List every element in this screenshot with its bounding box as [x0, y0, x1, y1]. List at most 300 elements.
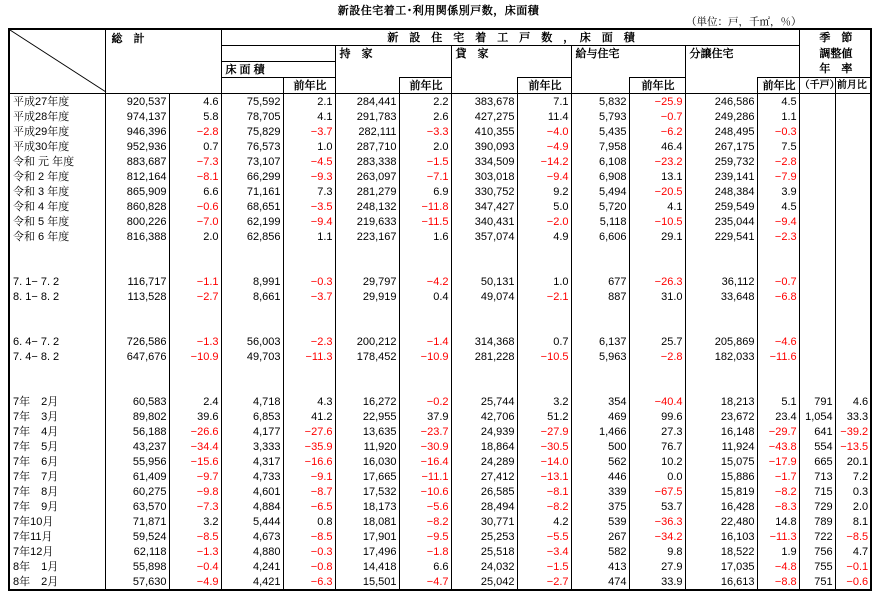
- cell-rental: 28,494: [480, 500, 515, 513]
- cell-owner: 263,097: [356, 170, 397, 183]
- spacer-cell: [105, 244, 169, 259]
- cell-rental: 330,752: [474, 185, 515, 198]
- table-row: [9, 349, 871, 364]
- cell-rental: 25,744: [480, 395, 515, 408]
- spacer-row: [9, 319, 871, 334]
- cell-company: 469: [608, 410, 627, 423]
- cell-sa-mom: [835, 124, 871, 139]
- spacer-row: [9, 244, 871, 259]
- cell-sale: 16,148: [720, 425, 755, 438]
- sale-yoy-header: 前年比: [757, 78, 799, 94]
- cell-area-yoy: 41.2: [283, 409, 335, 424]
- cell-area-yoy: 0.8: [283, 514, 335, 529]
- cell-total: 63,570: [132, 500, 167, 513]
- area-yoy-header: 前年比: [283, 78, 335, 94]
- cell-owner-yoy: −7.1: [399, 169, 451, 184]
- cell-company-yoy: 0.0: [629, 469, 685, 484]
- cell-sa: [799, 169, 835, 184]
- cell-company-yoy: 9.8: [629, 544, 685, 559]
- cell-company-yoy: −6.2: [629, 124, 685, 139]
- cell-total: 800,226: [126, 215, 167, 228]
- cell-owner-yoy: 0.4: [399, 289, 451, 304]
- cell-sa: [799, 349, 835, 364]
- cell-owner: 16,272: [362, 395, 397, 408]
- cell-owner-yoy: −4.2: [399, 274, 451, 289]
- table-row: [9, 274, 871, 289]
- cell-area-yoy: −11.3: [283, 349, 335, 364]
- cell-area-yoy: −35.9: [283, 439, 335, 454]
- cell-rental-yoy: −3.4: [517, 544, 571, 559]
- row-label: 8年 2月: [9, 574, 105, 590]
- cell-total-yoy: 6.6: [169, 184, 221, 199]
- table-row: [9, 139, 871, 154]
- table-body: [9, 94, 871, 591]
- cell-owner-yoy: −1.5: [399, 154, 451, 169]
- cell-rental: 281,228: [474, 350, 515, 363]
- cell-company-yoy: 29.1: [629, 229, 685, 244]
- cell-area: 71,161: [246, 185, 281, 198]
- cell-company-yoy: −36.3: [629, 514, 685, 529]
- table-row: [9, 544, 871, 559]
- cell-area: 56,003: [246, 335, 281, 348]
- spacer-cell: [221, 364, 283, 379]
- row-label: 7年12月: [9, 544, 105, 559]
- cell-company-yoy: 10.2: [629, 454, 685, 469]
- sale-value-spacer: [685, 78, 757, 94]
- cell-total: 61,409: [132, 470, 167, 483]
- spacer-cell: [105, 304, 169, 319]
- header-row-1: [9, 29, 871, 46]
- cell-owner: 18,173: [362, 500, 397, 513]
- cell-owner-yoy: −11.1: [399, 469, 451, 484]
- cell-company: 539: [608, 515, 627, 528]
- spacer-cell: [757, 379, 799, 394]
- cell-rental-yoy: 5.0: [517, 199, 571, 214]
- cell-total-yoy: −10.9: [169, 349, 221, 364]
- cell-rental: 18,864: [480, 440, 515, 453]
- spacer-cell: [105, 379, 169, 394]
- cell-total-yoy: −26.6: [169, 424, 221, 439]
- cell-sa: [799, 124, 835, 139]
- cell-total-yoy: 39.6: [169, 409, 221, 424]
- cell-company: 5,435: [598, 125, 627, 138]
- spacer-cell: [757, 364, 799, 379]
- cell-total-yoy: −1.1: [169, 274, 221, 289]
- cell-sa-mom: [835, 169, 871, 184]
- table-row: [9, 469, 871, 484]
- cell-rental-yoy: −14.0: [517, 454, 571, 469]
- housing-starts-table: [8, 28, 872, 591]
- row-label: 7年 3月: [9, 409, 105, 424]
- cell-company-yoy: 31.0: [629, 289, 685, 304]
- cell-total: 56,188: [132, 425, 167, 438]
- cell-rental-yoy: 4.9: [517, 229, 571, 244]
- spacer-cell: [283, 379, 335, 394]
- cell-sa-mom: 33.3: [835, 409, 871, 424]
- new-construction-header: 新 設 住 宅 着 工 戸 数 ， 床 面 積: [221, 29, 799, 46]
- cell-sa-mom: [835, 229, 871, 244]
- cell-area: 4,733: [252, 470, 281, 483]
- cell-sa: 755: [799, 559, 835, 574]
- cell-total: 113,528: [127, 290, 167, 303]
- cell-total: 816,388: [126, 230, 167, 243]
- cell-total-yoy: 4.6: [169, 94, 221, 110]
- cell-sa: [799, 214, 835, 229]
- row-label: 7年 7月: [9, 469, 105, 484]
- cell-rental: 30,771: [480, 515, 515, 528]
- spacer-cell: [685, 319, 757, 334]
- table-row: [9, 334, 871, 349]
- spacer-cell: [835, 244, 871, 259]
- cell-total: 860,828: [126, 200, 167, 213]
- cell-area: 4,884: [252, 500, 281, 513]
- spacer-cell: [9, 259, 105, 274]
- cell-area-yoy: −2.3: [283, 334, 335, 349]
- spacer-cell: [399, 364, 451, 379]
- cell-rental-yoy: −9.4: [517, 169, 571, 184]
- cell-sa: 722: [799, 529, 835, 544]
- cell-sa: 756: [799, 544, 835, 559]
- cell-owner: 282,111: [358, 125, 397, 138]
- cell-sa: 729: [799, 499, 835, 514]
- cell-owner: 17,665: [362, 470, 397, 483]
- cell-sale-yoy: −8.2: [757, 484, 799, 499]
- cell-total: 952,936: [126, 140, 167, 153]
- spacer-row: [9, 364, 871, 379]
- cell-rental: 357,074: [474, 230, 515, 243]
- cell-rental-yoy: 0.7: [517, 334, 571, 349]
- cell-owner: 281,279: [356, 185, 397, 198]
- cell-sale: 18,522: [720, 545, 755, 558]
- cell-area-yoy: −16.6: [283, 454, 335, 469]
- cell-area: 66,299: [246, 170, 281, 183]
- spacer-cell: [399, 319, 451, 334]
- cell-area: 6,853: [252, 410, 281, 423]
- cell-sale-yoy: −1.7: [757, 469, 799, 484]
- spacer-cell: [105, 364, 169, 379]
- row-label: 平成30年度: [9, 139, 105, 154]
- cell-sale-yoy: −17.9: [757, 454, 799, 469]
- floor-area-header: 床 面 積: [221, 62, 335, 78]
- cell-sa-mom: [835, 274, 871, 289]
- cell-total: 55,956: [132, 455, 167, 468]
- cell-area-yoy: −8.5: [283, 529, 335, 544]
- cell-owner-yoy: −9.5: [399, 529, 451, 544]
- cell-rental-yoy: −2.1: [517, 289, 571, 304]
- cell-sa: 789: [799, 514, 835, 529]
- cell-company: 562: [608, 455, 627, 468]
- cell-company-yoy: −20.5: [629, 184, 685, 199]
- cell-owner: 284,441: [356, 95, 397, 108]
- cell-rental-yoy: −10.5: [517, 349, 571, 364]
- cell-sa: 713: [799, 469, 835, 484]
- adjusted-header: 調整値: [799, 46, 871, 62]
- cell-sale: 267,175: [714, 140, 755, 153]
- spacer-cell: [685, 379, 757, 394]
- cell-company-yoy: 4.1: [629, 199, 685, 214]
- mom-header: 前月比: [835, 78, 871, 94]
- cell-sale-yoy: −29.7: [757, 424, 799, 439]
- cell-sa: 641: [799, 424, 835, 439]
- cell-company: 5,963: [598, 350, 627, 363]
- cell-sa-mom: 7.2: [835, 469, 871, 484]
- cell-company: 5,793: [598, 110, 627, 123]
- cell-sale-yoy: 3.9: [757, 184, 799, 199]
- cell-rental-yoy: −4.0: [517, 124, 571, 139]
- spacer-cell: [9, 244, 105, 259]
- cell-sale: 17,035: [720, 560, 755, 573]
- row-label: 7年11月: [9, 529, 105, 544]
- cell-area: 4,177: [252, 425, 281, 438]
- cell-total-yoy: 2.0: [169, 229, 221, 244]
- cell-company-yoy: −34.2: [629, 529, 685, 544]
- cell-company: 474: [571, 574, 629, 590]
- cell-rental: 383,678: [474, 95, 515, 108]
- cell-area-yoy: −9.4: [283, 214, 335, 229]
- cell-company-yoy: 33.9: [629, 574, 685, 590]
- cell-total: 883,687: [126, 155, 167, 168]
- cell-area: 4,241: [252, 560, 281, 573]
- cell-sale-yoy: −4.8: [757, 559, 799, 574]
- diagonal-line: [10, 30, 106, 92]
- cell-total-yoy: −2.8: [169, 124, 221, 139]
- cell-area: 4,673: [252, 530, 281, 543]
- spacer-cell: [399, 379, 451, 394]
- row-label: 令和 3 年度: [9, 184, 105, 199]
- cell-company: 354: [608, 395, 627, 408]
- row-label: 平成27年度: [9, 94, 105, 110]
- cell-company-yoy: −67.5: [629, 484, 685, 499]
- spacer-row: [9, 304, 871, 319]
- cell-sale: 22,480: [720, 515, 755, 528]
- cell-company: 5,494: [598, 185, 627, 198]
- cell-sale-yoy: −8.3: [757, 499, 799, 514]
- total-header: 総 計: [105, 29, 221, 94]
- cell-sa-mom: [835, 109, 871, 124]
- cell-sale: 15,886: [720, 470, 755, 483]
- cell-sa: 715: [799, 484, 835, 499]
- cell-rental: 25,253: [480, 530, 515, 543]
- cell-sale: 15,075: [720, 455, 755, 468]
- row-label: 6. 4− 7. 2: [9, 334, 105, 349]
- row-label: 8年 1月: [9, 559, 105, 574]
- spacer-cell: [399, 304, 451, 319]
- cell-rental: 410,355: [474, 125, 515, 138]
- spacer-cell: [757, 319, 799, 334]
- cell-rental-yoy: 51.2: [517, 409, 571, 424]
- cell-company-yoy: 25.7: [629, 334, 685, 349]
- table-row: [9, 109, 871, 124]
- rental-value-spacer: [451, 78, 517, 94]
- seasonal-header: 季 節: [799, 29, 871, 46]
- cell-sa-mom: 4.7: [835, 544, 871, 559]
- cell-area: 62,199: [246, 215, 281, 228]
- cell-sa: [799, 334, 835, 349]
- cell-total: 62,118: [133, 545, 167, 558]
- cell-area-yoy: −9.1: [283, 469, 335, 484]
- cell-rental-yoy: −2.7: [517, 574, 571, 590]
- cell-sale-yoy: −43.8: [757, 439, 799, 454]
- cell-total: 60,583: [132, 395, 167, 408]
- spacer-cell: [799, 259, 835, 274]
- spacer-cell: [451, 364, 517, 379]
- spacer-cell: [399, 259, 451, 274]
- table-row: [9, 409, 871, 424]
- row-label: 7. 4− 8. 2: [9, 349, 105, 364]
- cell-company: 339: [608, 485, 627, 498]
- cell-area: 4,880: [252, 545, 281, 558]
- cell-owner: 17,901: [362, 530, 397, 543]
- cell-sale-yoy: −4.6: [757, 334, 799, 349]
- cell-sale: 33,648: [720, 290, 755, 303]
- table-row: [9, 154, 871, 169]
- cell-rental-yoy: −5.5: [517, 529, 571, 544]
- cell-rental-yoy: 9.2: [517, 184, 571, 199]
- cell-sa: [799, 184, 835, 199]
- cell-sale-yoy: 14.8: [757, 514, 799, 529]
- spacer-cell: [335, 319, 399, 334]
- cell-rental: 25,518: [480, 545, 515, 558]
- cell-sale-yoy: −2.8: [757, 154, 799, 169]
- spacer-cell: [451, 304, 517, 319]
- cell-company-yoy: 13.1: [629, 169, 685, 184]
- spacer-cell: [517, 304, 571, 319]
- owner-spacer: [335, 62, 451, 78]
- spacer-cell: [451, 379, 517, 394]
- spacer-cell: [799, 304, 835, 319]
- spacer-cell: [835, 364, 871, 379]
- spacer-cell: [835, 319, 871, 334]
- spacer-cell: [517, 364, 571, 379]
- cell-rental: 24,032: [480, 560, 515, 573]
- cell-company: 5,832: [598, 95, 627, 108]
- cell-rental-yoy: 11.4: [517, 109, 571, 124]
- cell-company: 413: [608, 560, 627, 573]
- cell-area-yoy: −4.5: [283, 154, 335, 169]
- spacer-cell: [571, 319, 629, 334]
- row-label: 7年 6月: [9, 454, 105, 469]
- spacer-cell: [169, 259, 221, 274]
- row-label: 7年 8月: [9, 484, 105, 499]
- cell-sale-yoy: 1.1: [757, 109, 799, 124]
- cell-total: 726,586: [126, 335, 167, 348]
- row-label: 令和 4 年度: [9, 199, 105, 214]
- cell-owner: 29,919: [362, 290, 397, 303]
- cell-company: 677: [608, 275, 627, 288]
- spacer-cell: [169, 319, 221, 334]
- cell-area-yoy: −0.3: [283, 544, 335, 559]
- cell-owner-yoy: −11.8: [399, 199, 451, 214]
- cell-total-yoy: −7.3: [169, 154, 221, 169]
- cell-sale-yoy: 7.5: [757, 139, 799, 154]
- cell-area: 68,651: [246, 200, 281, 213]
- cell-sale: 248,384: [714, 185, 755, 198]
- spacer-cell: [799, 364, 835, 379]
- cell-total-yoy: −1.3: [169, 544, 221, 559]
- table-row: [9, 559, 871, 574]
- cell-company-yoy: −2.8: [629, 349, 685, 364]
- spacer-cell: [685, 244, 757, 259]
- cell-area: 8,661: [252, 290, 281, 303]
- cell-sa: [799, 139, 835, 154]
- spacer-cell: [799, 244, 835, 259]
- cell-sale-yoy: 4.5: [757, 94, 799, 110]
- cell-area: 4,601: [252, 485, 281, 498]
- cell-area-yoy: 4.3: [283, 394, 335, 409]
- cell-owner-yoy: −23.7: [399, 424, 451, 439]
- spacer-cell: [517, 319, 571, 334]
- cell-owner-yoy: −4.7: [399, 574, 451, 590]
- cell-owner: 291,783: [356, 110, 397, 123]
- cell-sa-mom: −0.6: [835, 574, 871, 590]
- cell-total-yoy: −7.0: [169, 214, 221, 229]
- spacer-cell: [517, 259, 571, 274]
- cell-sale-yoy: −11.6: [757, 349, 799, 364]
- cell-total: 60,275: [132, 485, 167, 498]
- cell-sale-yoy: −9.4: [757, 214, 799, 229]
- cell-area: 73,107: [246, 155, 281, 168]
- cell-sa: [799, 109, 835, 124]
- spacer-row: [9, 379, 871, 394]
- cell-owner-yoy: 2.6: [399, 109, 451, 124]
- spacer-cell: [169, 364, 221, 379]
- cell-rental: 42,706: [480, 410, 515, 423]
- cell-owner-yoy: −0.2: [399, 394, 451, 409]
- cell-owner: 223,167: [356, 230, 397, 243]
- cell-company-yoy: −23.2: [629, 154, 685, 169]
- cell-sale-yoy: −0.7: [757, 274, 799, 289]
- cell-total: 43,237: [132, 440, 167, 453]
- area-header-spacer: [221, 46, 335, 62]
- spacer-cell: [451, 244, 517, 259]
- cell-total: 59,524: [132, 530, 167, 543]
- cell-rental: 24,289: [480, 455, 515, 468]
- cell-company: 7,958: [598, 140, 627, 153]
- cell-company-yoy: 27.3: [629, 424, 685, 439]
- cell-total: 865,909: [126, 185, 167, 198]
- cell-company: 6,108: [598, 155, 627, 168]
- cell-rental-yoy: −14.2: [517, 154, 571, 169]
- cell-area-yoy: −8.7: [283, 484, 335, 499]
- spacer-cell: [799, 379, 835, 394]
- cell-sale: 11,924: [721, 440, 755, 453]
- spacer-cell: [571, 364, 629, 379]
- cell-sale: 239,141: [714, 170, 755, 183]
- cell-area: 62,856: [246, 230, 281, 243]
- cell-sale-yoy: −2.3: [757, 229, 799, 244]
- diagonal-corner-cell: [9, 29, 105, 94]
- cell-sa: 751: [799, 574, 835, 590]
- table-row: [9, 529, 871, 544]
- cell-owner-yoy: −10.9: [399, 349, 451, 364]
- table-row: [9, 484, 871, 499]
- cell-total: 89,802: [132, 410, 167, 423]
- cell-sale-yoy: −8.8: [757, 574, 799, 590]
- spacer-cell: [571, 304, 629, 319]
- cell-owner-yoy: 6.6: [399, 559, 451, 574]
- cell-owner: 178,452: [356, 350, 397, 363]
- spacer-cell: [169, 244, 221, 259]
- spacer-cell: [9, 304, 105, 319]
- cell-sale-yoy: 23.4: [757, 409, 799, 424]
- spacer-cell: [835, 259, 871, 274]
- cell-area-yoy: −27.6: [283, 424, 335, 439]
- cell-sa: 1,054: [799, 409, 835, 424]
- spacer-cell: [757, 259, 799, 274]
- cell-total-yoy: −15.6: [169, 454, 221, 469]
- cell-sa-mom: [835, 289, 871, 304]
- unit-note: （単位：戸，千㎡，％）: [686, 16, 802, 28]
